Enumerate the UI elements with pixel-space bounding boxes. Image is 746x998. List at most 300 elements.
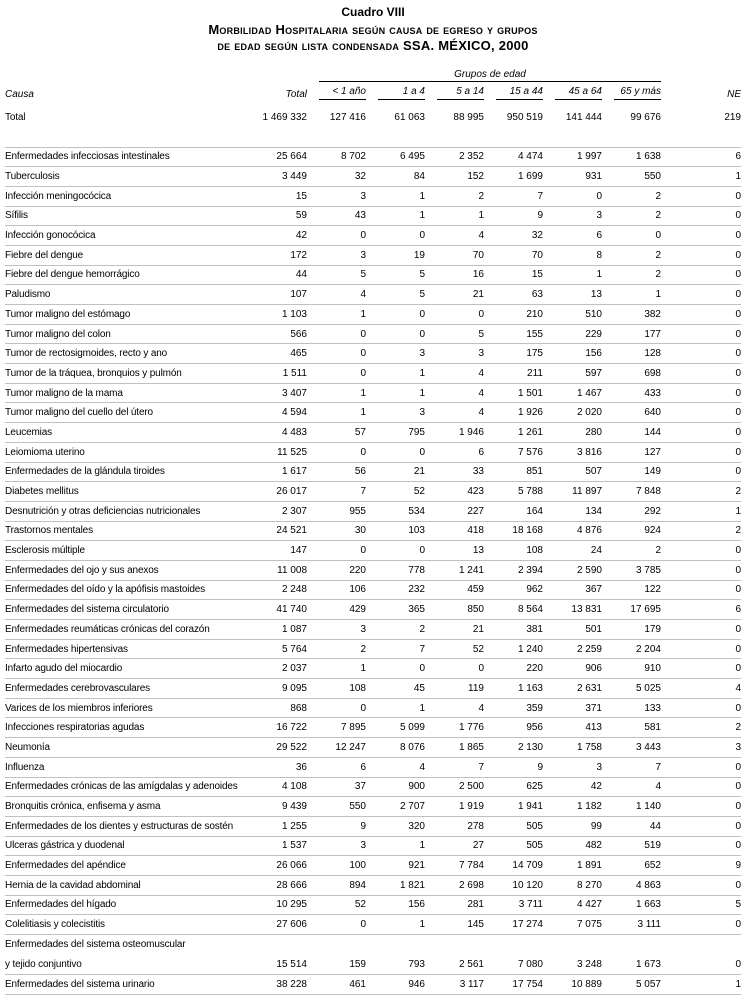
value-cell: 0 [661,639,741,659]
value-cell: 21 [366,462,425,482]
value-cell: 27 606 [245,915,307,935]
value-cell: 459 [425,580,484,600]
value-cell: 3 816 [543,442,602,462]
value-cell: 1 941 [484,797,543,817]
value-cell: 7 [366,639,425,659]
value-cell: 1 [425,206,484,226]
value-cell: 2 [661,718,741,738]
value-cell: 8 564 [484,600,543,620]
value-cell: 15 514 [245,935,307,975]
value-cell: 910 [602,659,661,679]
column-header-row [5,82,741,100]
value-cell: 1 [366,836,425,856]
value-cell: 1 673 [602,935,661,975]
table-row [5,895,741,915]
value-cell: 3 449 [245,167,307,187]
value-cell: 8 270 [543,875,602,895]
value-cell: 3 407 [245,383,307,403]
value-cell: 1 997 [543,147,602,167]
value-cell: 597 [543,364,602,384]
value-cell: 1 946 [425,423,484,443]
value-cell: 0 [661,836,741,856]
value-cell: 32 [484,226,543,246]
value-cell: 2 037 [245,659,307,679]
value-cell: 0 [661,541,741,561]
value-cell: 2 590 [543,560,602,580]
age-groups-label: Grupos de edad [319,69,661,82]
value-cell: 505 [484,836,543,856]
value-cell: 1 [661,501,741,521]
value-cell: 14 709 [484,856,543,876]
value-cell: 145 [425,915,484,935]
value-cell: 9 439 [245,797,307,817]
value-cell: 0 [366,305,425,325]
value-cell: 640 [602,403,661,423]
value-cell: 1 [307,383,366,403]
value-cell: 0 [661,757,741,777]
value-cell: 1 511 [245,364,307,384]
cause-cell: Enfermedades del sistema circulatorio [5,600,245,620]
value-cell: 103 [366,521,425,541]
value-cell: 2 394 [484,560,543,580]
value-cell: 9 [484,757,543,777]
value-cell: 42 [245,226,307,246]
table-row [5,482,741,502]
value-cell: 52 [425,639,484,659]
total-value-cell: 127 416 [329,111,366,123]
value-cell: 7 [602,757,661,777]
value-cell: 1 [366,915,425,935]
value-cell: 2 352 [425,147,484,167]
value-cell: 0 [661,403,741,423]
value-cell: 6 [307,757,366,777]
value-cell: 0 [661,816,741,836]
value-cell: 2 500 [425,777,484,797]
value-cell: 1 699 [484,167,543,187]
value-cell: 108 [307,679,366,699]
value-cell: 4 [661,679,741,699]
value-cell: 2 020 [543,403,602,423]
value-cell: 1 140 [602,797,661,817]
value-cell: 0 [661,777,741,797]
value-cell: 15 [484,265,543,285]
value-cell: 17 695 [602,600,661,620]
value-cell: 2 707 [366,797,425,817]
value-cell: 147 [245,541,307,561]
cause-cell: Bronquitis crónica, enfisema y asma [5,797,245,817]
value-cell: 413 [543,718,602,738]
table-row [5,777,741,797]
table-row [5,797,741,817]
value-cell: 550 [307,797,366,817]
value-cell: 6 [661,147,741,167]
value-cell: 921 [366,856,425,876]
value-cell: 63 [484,285,543,305]
value-cell: 5 [425,324,484,344]
value-cell: 381 [484,620,543,640]
value-cell: 9 095 [245,679,307,699]
value-cell: 2 [661,521,741,541]
value-cell: 900 [366,777,425,797]
value-cell: 38 228 [245,975,307,995]
value-cell: 45 [366,679,425,699]
spacer-cell [5,134,741,147]
value-cell: 1 821 [366,875,425,895]
table-row [5,560,741,580]
age-groups-header-row [5,66,741,82]
value-cell: 3 [307,620,366,640]
value-cell: 12 247 [307,738,366,758]
value-cell: 371 [543,698,602,718]
value-cell: 0 [425,659,484,679]
column-header-lt1 [307,82,366,100]
table-row [5,167,741,187]
value-cell: 9 [661,856,741,876]
value-cell: 652 [602,856,661,876]
cause-cell: Hernia de la cavidad abdominal [5,875,245,895]
table-row [5,875,741,895]
value-cell: 0 [307,324,366,344]
value-cell: 7 [425,757,484,777]
value-cell: 149 [602,462,661,482]
table-row [5,935,741,975]
value-cell: 418 [425,521,484,541]
value-cell: 0 [661,659,741,679]
cause-cell: Enfermedades de los dientes y estructuras de sostén [5,816,245,836]
value-cell: 5 788 [484,482,543,502]
table-row [5,462,741,482]
total-value-cell: 61 063 [394,111,425,123]
value-cell: 175 [484,344,543,364]
value-cell: 1 240 [484,639,543,659]
value-cell: 43 [307,206,366,226]
value-cell: 28 666 [245,875,307,895]
value-cell: 3 111 [602,915,661,935]
value-cell: 26 017 [245,482,307,502]
age-groups-header [307,66,661,82]
value-cell: 17 754 [484,975,543,995]
value-cell: 220 [307,560,366,580]
value-cell: 0 [366,442,425,462]
value-cell: 0 [307,364,366,384]
column-header-5a14 [425,82,484,100]
value-cell: 1 926 [484,403,543,423]
value-cell: 955 [307,501,366,521]
value-cell: 4 483 [245,423,307,443]
value-cell: 2 [425,186,484,206]
value-cell: 155 [484,324,543,344]
cause-cell: Enfermedades de la glándula tiroides [5,462,245,482]
column-header-lt1-label: < 1 año [319,86,366,100]
cause-cell: Esclerosis múltiple [5,541,245,561]
cause-cell: Leiomioma uterino [5,442,245,462]
cause-cell: Infección meningocócica [5,186,245,206]
cause-cell: Enfermedades crónicas de las amígdalas y adenoides [5,777,245,797]
value-cell: 7 576 [484,442,543,462]
value-cell: 122 [602,580,661,600]
value-cell: 1 [366,698,425,718]
value-cell: 510 [543,305,602,325]
value-cell: 851 [484,462,543,482]
value-cell: 2 [661,482,741,502]
value-cell: 0 [661,580,741,600]
value-cell: 128 [602,344,661,364]
cause-cell: Tumor maligno del colon [5,324,245,344]
table-row [5,226,741,246]
value-cell: 36 [245,757,307,777]
value-cell: 2 698 [425,875,484,895]
value-cell: 2 [307,639,366,659]
table-row [5,718,741,738]
value-cell: 0 [602,226,661,246]
cause-cell: Fiebre del dengue hemorrágico [5,265,245,285]
value-cell: 1 163 [484,679,543,699]
value-cell: 1 087 [245,620,307,640]
value-cell: 6 [425,442,484,462]
table-title [5,22,741,54]
value-cell: 52 [307,895,366,915]
value-cell: 164 [484,501,543,521]
total-value-cell: 141 444 [565,111,602,123]
value-cell: 156 [543,344,602,364]
value-cell: 10 120 [484,875,543,895]
total-value-cell: 88 995 [453,111,484,123]
value-cell: 0 [307,442,366,462]
value-cell: 10 295 [245,895,307,915]
cause-cell: Infecciones respiratorias agudas [5,718,245,738]
cause-cell: Tumor de rectosigmoides, recto y ano [5,344,245,364]
value-cell: 365 [366,600,425,620]
value-cell: 2 [602,206,661,226]
column-header-15a44-label: 15 a 44 [496,86,543,100]
value-cell: 6 [543,226,602,246]
value-cell: 2 561 [425,935,484,975]
cause-cell: Trastornos mentales [5,521,245,541]
value-cell: 1 758 [543,738,602,758]
value-cell: 4 876 [543,521,602,541]
value-cell: 0 [661,206,741,226]
cause-cell: Enfermedades reumáticas crónicas del corazón [5,620,245,640]
table-row [5,206,741,226]
value-cell: 119 [425,679,484,699]
value-cell: 3 [543,757,602,777]
value-cell: 931 [543,167,602,187]
value-cell: 433 [602,383,661,403]
value-cell: 0 [661,305,741,325]
value-cell: 0 [307,915,366,935]
cause-cell: Leucemias [5,423,245,443]
value-cell: 4 108 [245,777,307,797]
value-cell: 1 255 [245,816,307,836]
value-cell: 3 [425,344,484,364]
table-row [5,383,741,403]
value-cell: 2 248 [245,580,307,600]
value-cell: 1 467 [543,383,602,403]
value-cell: 1 [307,305,366,325]
column-header-15a44 [484,82,543,100]
value-cell: 6 [661,600,741,620]
value-cell: 465 [245,344,307,364]
value-cell: 4 [602,777,661,797]
table-row [5,285,741,305]
cause-cell: Infarto agudo del miocardio [5,659,245,679]
value-cell: 7 848 [602,482,661,502]
value-cell: 482 [543,836,602,856]
value-cell: 778 [366,560,425,580]
value-cell: 1 [307,659,366,679]
value-cell: 507 [543,462,602,482]
cause-cell: Neumonía [5,738,245,758]
total-row [5,100,741,134]
value-cell: 1 [661,167,741,187]
table-row [5,679,741,699]
value-cell: 3 248 [543,935,602,975]
value-cell: 0 [543,186,602,206]
value-cell: 7 [307,482,366,502]
cause-cell: Tumor maligno de la mama [5,383,245,403]
value-cell: 5 [307,265,366,285]
value-cell: 550 [602,167,661,187]
value-cell: 850 [425,600,484,620]
value-cell: 0 [661,324,741,344]
cause-cell: Enfermedades del apéndice [5,856,245,876]
value-cell: 581 [602,718,661,738]
value-cell: 133 [602,698,661,718]
value-cell: 27 [425,836,484,856]
value-cell: 1 537 [245,836,307,856]
value-cell: 0 [307,226,366,246]
value-cell: 280 [543,423,602,443]
cause-cell: Tumor maligno del cuello del útero [5,403,245,423]
value-cell: 21 [425,285,484,305]
value-cell: 4 427 [543,895,602,915]
value-cell: 210 [484,305,543,325]
value-cell: 868 [245,698,307,718]
cause-cell: Tuberculosis [5,167,245,187]
value-cell: 4 594 [245,403,307,423]
value-cell: 2 [366,620,425,640]
table-row [5,305,741,325]
value-cell: 2 130 [484,738,543,758]
total-value-cell: 1 469 332 [262,111,307,123]
value-cell: 11 897 [543,482,602,502]
table-row [5,738,741,758]
value-cell: 0 [425,305,484,325]
value-cell: 795 [366,423,425,443]
value-cell: 16 [425,265,484,285]
value-cell: 4 474 [484,147,543,167]
value-cell: 7 075 [543,915,602,935]
value-cell: 1 [366,186,425,206]
value-cell: 1 638 [602,147,661,167]
value-cell: 1 [307,403,366,423]
value-cell: 534 [366,501,425,521]
value-cell: 6 495 [366,147,425,167]
value-cell: 1 182 [543,797,602,817]
table-row [5,442,741,462]
value-cell: 0 [661,797,741,817]
value-cell: 320 [366,816,425,836]
value-cell: 3 [366,403,425,423]
value-cell: 698 [602,364,661,384]
value-cell: 19 [366,245,425,265]
value-cell: 1 617 [245,462,307,482]
value-cell: 519 [602,836,661,856]
value-cell: 359 [484,698,543,718]
value-cell: 3 [307,186,366,206]
value-cell: 5 099 [366,718,425,738]
value-cell: 220 [484,659,543,679]
value-cell: 281 [425,895,484,915]
value-cell: 2 204 [602,639,661,659]
column-header-65mas-label: 65 y más [614,86,661,100]
column-header-1a4 [366,82,425,100]
value-cell: 13 831 [543,600,602,620]
value-cell: 1 891 [543,856,602,876]
table-title-line2: de edad según lista condensada [217,38,403,53]
value-cell: 501 [543,620,602,640]
column-header-causa: Causa [5,89,34,100]
value-cell: 3 [366,344,425,364]
value-cell: 461 [307,975,366,995]
value-cell: 2 631 [543,679,602,699]
value-cell: 13 [543,285,602,305]
value-cell: 29 522 [245,738,307,758]
value-cell: 25 664 [245,147,307,167]
value-cell: 625 [484,777,543,797]
cause-cell: Ulceras gástrica y duodenal [5,836,245,856]
value-cell: 5 764 [245,639,307,659]
value-cell: 44 [602,816,661,836]
cause-cell: Enfermedades hipertensivas [5,639,245,659]
table-row [5,620,741,640]
value-cell: 0 [307,344,366,364]
value-cell: 1 663 [602,895,661,915]
cause-cell: Enfermedades del sistema osteomuscular y tejido conjuntivo [5,935,245,975]
value-cell: 84 [366,167,425,187]
table-row [5,580,741,600]
total-label: Total [5,111,26,123]
value-cell: 946 [366,975,425,995]
value-cell: 1 [602,285,661,305]
table-number-title: Cuadro VIII [341,5,405,19]
value-cell: 0 [661,186,741,206]
value-cell: 41 740 [245,600,307,620]
total-value-cell: 219 [724,111,741,123]
table-row [5,698,741,718]
value-cell: 3 117 [425,975,484,995]
value-cell: 0 [661,285,741,305]
value-cell: 3 [307,245,366,265]
value-cell: 0 [661,226,741,246]
value-cell: 8 076 [366,738,425,758]
value-cell: 0 [307,698,366,718]
cause-cell: Enfermedades del oído y la apófisis mastoides [5,580,245,600]
value-cell: 1 103 [245,305,307,325]
cause-cell: Varices de los miembros inferiores [5,698,245,718]
cause-cell: Colelitiasis y colecistitis [5,915,245,935]
value-cell: 3 785 [602,560,661,580]
table-title-source-year: SSA. MÉXICO, 2000 [403,38,529,53]
value-cell: 100 [307,856,366,876]
value-cell: 0 [661,383,741,403]
value-cell: 0 [661,620,741,640]
morbidity-table [5,66,741,995]
value-cell: 18 168 [484,521,543,541]
cause-cell: Enfermedades del sistema urinario [5,975,245,995]
value-cell: 17 274 [484,915,543,935]
value-cell: 227 [425,501,484,521]
